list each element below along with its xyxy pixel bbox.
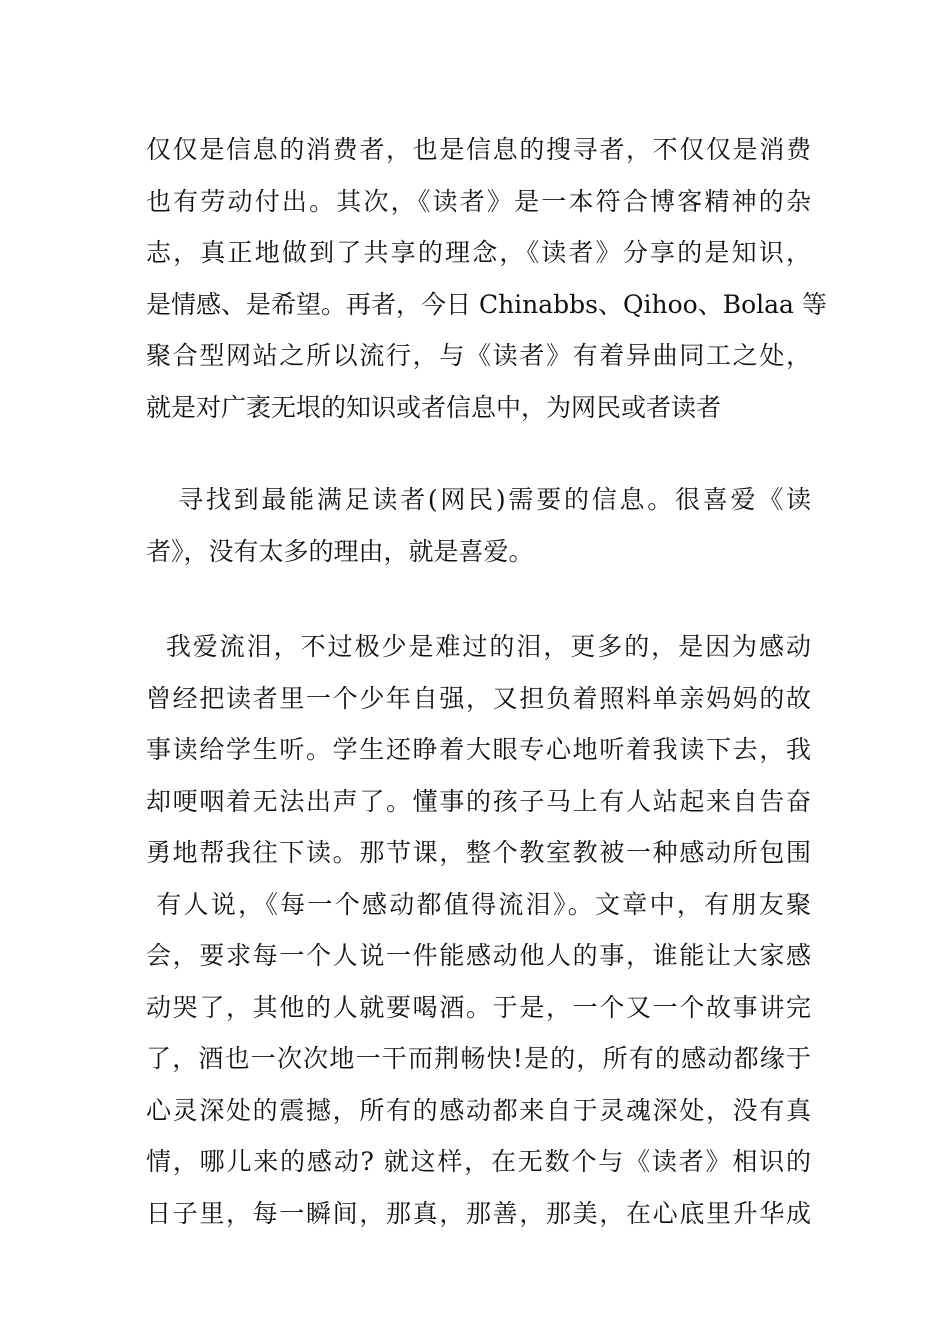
text-line: 事读给学生听。学生还睁着大眼专心地听着我读下去，我 xyxy=(146,735,811,764)
text-line: 动哭了，其他的人就要喝酒。于是，一个又一个故事讲完 xyxy=(146,992,811,1022)
paragraph-1 xyxy=(146,124,827,433)
text-line: 曾经把读者里一个少年自强，又担负着照料单亲妈妈的故 xyxy=(146,683,811,713)
text-line: 寻找到最能满足读者(网民)需要的信息。很喜爱《读 xyxy=(146,485,811,514)
text-line: 心灵深处的震撼，所有的感动都来自于灵魂深处，没有真 xyxy=(146,1095,811,1125)
text-line: 是情感、是希望。再者，今日 Chinabbs、Qihoo、Bolaa 等 xyxy=(146,289,827,319)
text-line: 却哽咽着无法出声了。懂事的孩子马上有人站起来自告奋 xyxy=(146,786,811,816)
text-line: 会，要求每一个人说一件能感动他人的事，谁能让大家感 xyxy=(146,941,811,970)
text-line: 志，真正地做到了共享的理念，《读者》分享的是知识， xyxy=(146,238,811,267)
text-line: 勇地帮我往下读。那节课，整个教室教被一种感动所包围 xyxy=(146,838,811,867)
text-line: 也有劳动付出。其次，《读者》是一本符合博客精神的杂 xyxy=(146,186,811,216)
paragraph-2 xyxy=(146,474,811,577)
paragraph-3 xyxy=(146,621,811,1239)
text-line: 了，酒也一次次地一干而荆畅快!是的，所有的感动都缘于 xyxy=(146,1044,811,1073)
text-line: 情，哪儿来的感动? 就这样，在无数个与《读者》相识的 xyxy=(146,1147,811,1176)
text-line: 仅仅是信息的消费者，也是信息的搜寻者，不仅仅是消费 xyxy=(146,135,811,164)
text-line: 聚合型网站之所以流行，与《读者》有着异曲同工之处， xyxy=(146,341,811,370)
text-line: 有人说，《每一个感动都值得流泪》。文章中，有朋友聚 xyxy=(146,889,811,919)
text-line: 者》，没有太多的理由，就是喜爱。 xyxy=(146,536,534,566)
text-line: 就是对广袤无垠的知识或者信息中，为网民或者读者 xyxy=(146,392,722,422)
text-line: 我爱流泪，不过极少是难过的泪，更多的，是因为感动 xyxy=(146,632,811,661)
text-line: 日子里，每一瞬间，那真，那善，那美，在心底里升华成 xyxy=(146,1198,811,1228)
